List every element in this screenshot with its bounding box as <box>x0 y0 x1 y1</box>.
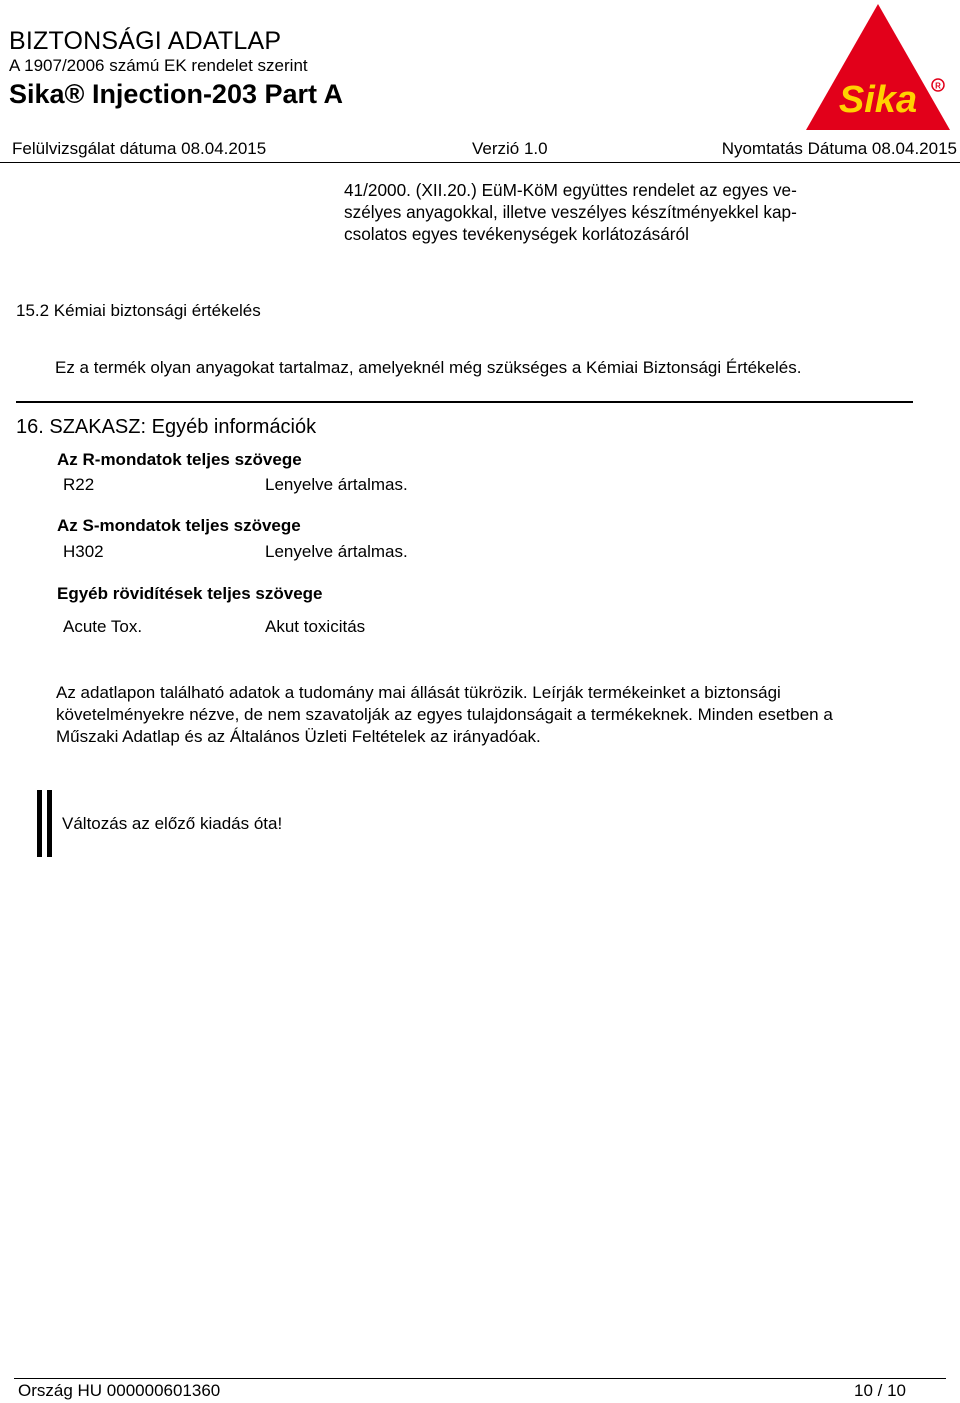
r-phrases-heading: Az R-mondatok teljes szövege <box>57 450 302 469</box>
regulation-reference: A 1907/2006 számú EK rendelet szerint <box>9 56 308 75</box>
product-name: Sika® Injection-203 Part A <box>9 79 344 109</box>
s-phrase-code: H302 <box>63 542 104 561</box>
s-phrases-heading: Az S-mondatok teljes szövege <box>57 516 301 535</box>
header-meta-row <box>12 139 957 161</box>
section-16-title: 16. SZAKASZ: Egyéb információk <box>16 416 317 438</box>
print-date: Nyomtatás Dátuma 08.04.2015 <box>721 139 957 158</box>
change-bar-icon <box>37 790 55 857</box>
other-abbreviations-heading: Egyéb rövidítések teljes szövege <box>57 584 323 603</box>
abbreviation-code: Acute Tox. <box>63 617 143 636</box>
logo-wordmark: Sika <box>838 79 918 121</box>
change-note: Változás az előző kiadás óta! <box>62 814 283 833</box>
revision-date: Felülvizsgálat dátuma 08.04.2015 <box>12 139 267 158</box>
abbreviation-text: Akut toxicitás <box>265 617 366 636</box>
r-phrase-code: R22 <box>63 475 95 494</box>
version: Verzió 1.0 <box>472 139 548 158</box>
section-15-2-text: Ez a termék olyan anyagokat tartalmaz, amelyeknél még szükséges a Kémiai Biztonsági Értékelés. <box>55 358 802 377</box>
r-phrase-text: Lenyelve ártalmas. <box>265 475 408 494</box>
sika-logo <box>800 0 955 135</box>
header-divider <box>0 162 960 163</box>
regulation-text: 41/2000. (XII.20.) EüM-KöM együttes rendelet az egyes ve- szélyes anyagokkal, illetve veszélyes készítményekkel kap- csolatos egyes tevékenységek korlátozásáról <box>344 180 797 244</box>
page-number: 10 / 10 <box>854 1381 906 1400</box>
section-15-2-title: 15.2 Kémiai biztonsági értékelés <box>16 301 261 320</box>
s-phrase-text: Lenyelve ártalmas. <box>265 542 408 561</box>
svg-text:R: R <box>935 81 941 91</box>
disclaimer-text: Az adatlapon található adatok a tudomány mai állását tükrözik. Leírják termékeinket a biztonsági követelményekre nézve, de nem szavatolják az egyes tulajdonságait a termékeknek. Minden esetben a <box>56 683 833 724</box>
disclaimer <box>56 682 896 748</box>
disclaimer-line-2: Műszaki Adatlap és az Általános Üzleti Feltételek az irányadóak. <box>56 727 541 746</box>
footer-divider <box>14 1378 946 1379</box>
document-title: BIZTONSÁGI ADATLAP <box>9 27 282 55</box>
footer-country: Ország HU 000000601360 <box>18 1381 221 1400</box>
section-16-divider <box>16 401 913 403</box>
